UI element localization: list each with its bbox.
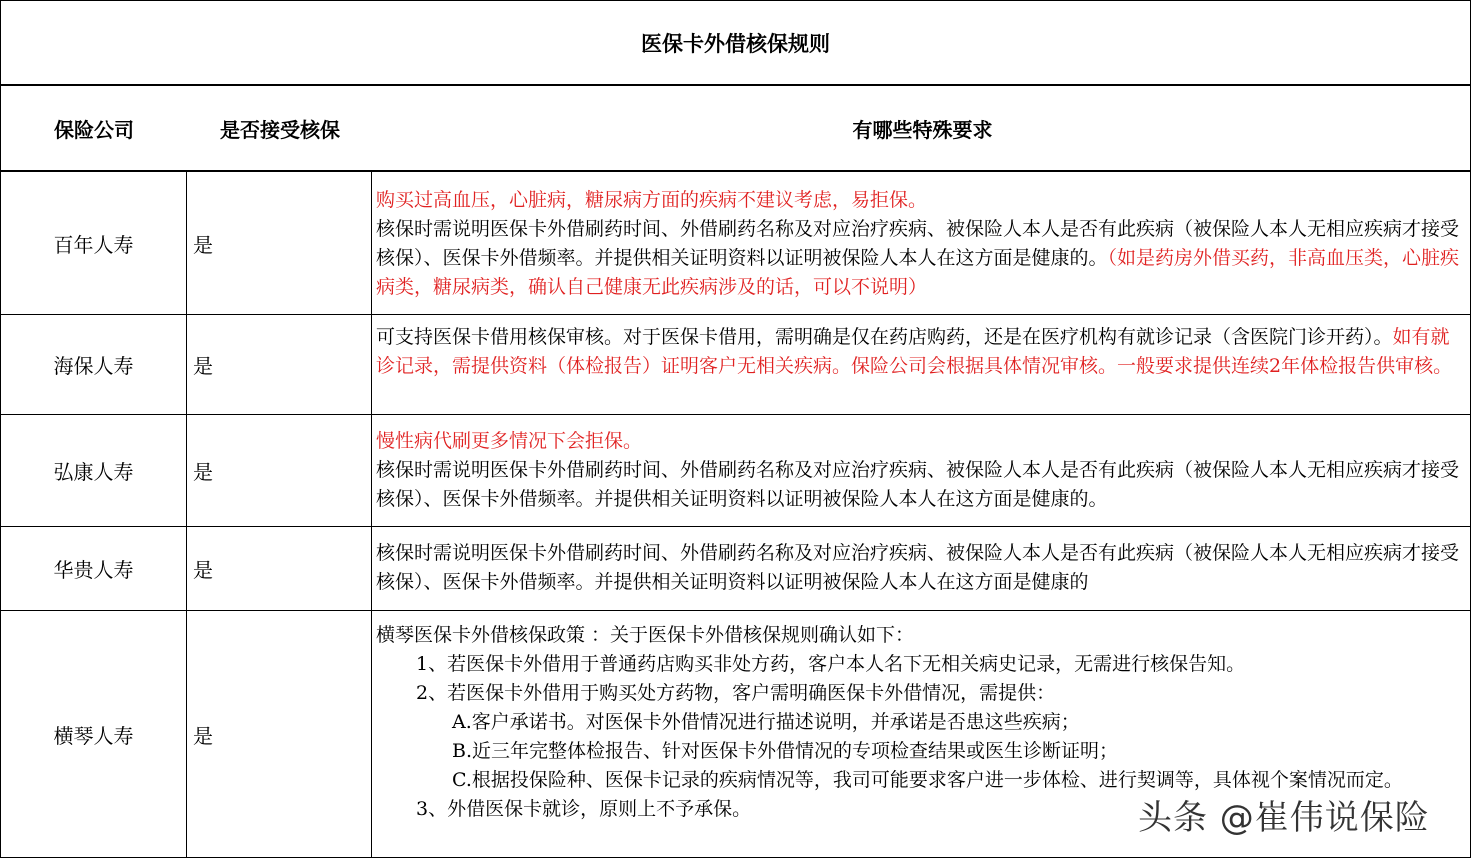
requirements-cell [372,527,1470,610]
policy-item-1: 1、若医保卡外借用于普通药店购买非处方药，客户本人名下无相关病史记录，无需进行核保告知。 [416,653,1246,675]
table-row [0,415,1471,527]
table-row [0,172,1471,315]
policy-item-2: 2、若医保卡外借用于购买处方药物，客户需明确医保卡外借情况，需提供： [416,682,1056,704]
table-header [0,86,1471,172]
watermark: 头条 @崔伟说保险 [1138,798,1430,838]
requirements-text: 核保时需说明医保卡外借刷药时间、外借刷药名称及对应治疗疾病、被保险人本人是否有此疾病（被保险人本人无相应疾病才接受核保）、医保卡外借频率。并提供相关证明资料以证明被保险人本人在这方面是健康的。 [376,459,1460,510]
accept-cell: 是 [187,611,372,857]
accept-cell: 是 [187,415,372,526]
note-text: （如是药房外借买药，非高血压类，心脏疾病类，糖尿病类，确认自己健康无此疾病涉及的话，可以不说明） [376,247,1460,298]
requirements-cell [372,172,1470,314]
requirements-text: 核保时需说明医保卡外借刷药时间、外借刷药名称及对应治疗疾病、被保险人本人是否有此疾病（被保险人本人无相应疾病才接受核保）、医保卡外借频率。并提供相关证明资料以证明被保险人本人在这方面是健康的。（如是药房外借买药，非高血压类，心脏疾病类，糖尿病类，确认自己健康无此疾病涉及的话，可以不说明） [376,218,1460,298]
requirements-cell [372,315,1470,414]
warning-text: 慢性病代刷更多情况下会拒保。 [376,430,643,452]
company-cell: 百年人寿 [1,172,187,314]
header-accept: 是否接受核保 [220,117,340,142]
warning-text: 如有就诊记录，需提供资料（体检报告）证明客户无相关疾病。保险公司会根据具体情况审核。一般要求提供连续2年体检报告供审核。 [376,326,1453,377]
table-row [0,315,1471,415]
company-cell: 海保人寿 [1,315,187,414]
header-company: 保险公司 [54,117,134,142]
header-requirements: 有哪些特殊要求 [852,117,993,142]
requirements-cell [372,415,1470,526]
accept-cell: 是 [187,315,372,414]
warning-text: 购买过高血压，心脏病，糖尿病方面的疾病不建议考虑，易拒保。 [376,189,928,211]
company-cell: 华贵人寿 [1,527,187,610]
accept-cell: 是 [187,172,372,314]
requirements-text: 核保时需说明医保卡外借刷药时间、外借刷药名称及对应治疗疾病、被保险人本人是否有此疾病（被保险人本人无相应疾病才接受核保）、医保卡外借频率。并提供相关证明资料以证明被保险人本人在这方面是健康的 [376,542,1460,593]
policy-item-3: 3、外借医保卡就诊，原则上不予承保。 [416,798,752,820]
policy-item-c: C.根据投保险种、医保卡记录的疾病情况等，我司可能要求客户进一步体检、进行契调等，具体视个案情况而定。 [452,769,1403,791]
company-cell: 横琴人寿 [1,611,187,857]
policy-item-a: A.客户承诺书。对医保卡外借情况进行描述说明，并承诺是否患这些疾病； [452,711,1080,733]
requirements-text: 可支持医保卡借用核保审核。对于医保卡借用，需明确是仅在药店购药，还是在医疗机构有就诊记录（含医院门诊开药）。如有就诊记录，需提供资料（体检报告）证明客户无相关疾病。保险公司会根据具体情况审核。一般要求提供连续2年体检报告供审核。 [376,326,1453,377]
policy-item-b: B.近三年完整体检报告、针对医保卡外借情况的专项检查结果或医生诊断证明； [452,740,1119,762]
table-row [0,527,1471,611]
table-title: 医保卡外借核保规则 [0,0,1471,86]
company-cell: 弘康人寿 [1,415,187,526]
policy-intro: 横琴医保卡外借核保政策 ：关于医保卡外借核保规则确认如下： [376,624,915,646]
accept-cell: 是 [187,527,372,610]
